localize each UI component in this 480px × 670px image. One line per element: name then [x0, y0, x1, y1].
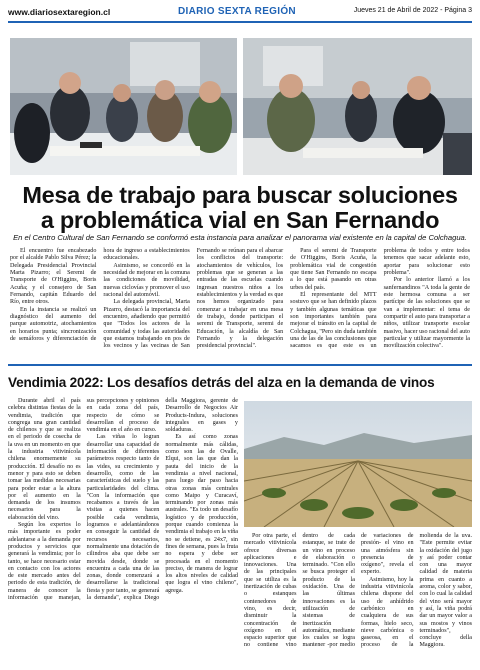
paragraph: Por lo anterior llamó a los sanfernandinos "A toda la gente de este hermosa comuna a ser partícipe de las soluciones que se van a implementar: el tema de compartir el auto para transportar a niños, utilizar transporte escolar masivo, hacer uso racional del auto particular y utilizar mayormente la movilización colectiva".	[383, 277, 470, 350]
section-rule	[8, 364, 472, 366]
newspaper-brand: DIARIO SEXTA REGIÓN	[178, 6, 296, 17]
issue-date: Jueves 21 de Abril de 2022 - Página 3	[353, 7, 472, 14]
article2-headline: Vendimia 2022: Los desafíos detrás del alza en la demanda de vinos	[8, 375, 435, 390]
headline-line-2: a problemática vial en San Fernando	[40, 207, 440, 233]
article2-body-left	[8, 398, 238, 666]
meeting-photo-left	[10, 38, 237, 175]
paragraph: Las viñas lo logran desarrollar una capacidad de información de diferentes parámetros respecto tanto de las vides, su crecimiento y desarrollo, como de las características del suelo y las particularidades del clima. "Con la información que recabamos a través de las visitas a quienes hacen posible cada vendimia, logramos e adelantándonos en conseguir la cantidad de recursos necesarios, normalmente una dotación de cilindros aba que debe ser movida desde, donde se encuentra a cada una de las zonas, donde comenzará a desarrollarse la tradicional fiesta y por tanto, se generará la demanda", explica Diego della Maggiora, gerente de Desarrollo de Negocios Air Products-Indura, soluciones integrales en gases y soldaduras.	[86, 398, 238, 602]
page-header	[8, 6, 472, 20]
article1-headline	[10, 183, 470, 233]
header-rule	[8, 21, 472, 23]
paragraph: Durante abril el país celebra distintas fiestas de la vendimia, tradición que congrega una gran cantidad de chilenos y que se realiza en el periodo de cosecha de la uva en un momento en que la industria vitivinícola chilena enormemente su producción. El desafío no es menor y para esto se deben tomar las medidas necesarias para poder estar a la altura por el aumento en la demanda de los insumos necesarios para la elaboración del vino.	[8, 398, 81, 521]
meeting-photo-right	[243, 38, 472, 175]
paragraph: El representante del MTT sostuvo que se han definido plazos y también algunas temáticas que son importantes también para mejorar el tránsito en la capital de Colchagua, "Pero sin duda también una de las de las conclusiones que sacamos es que este es un problema de todos y entre todos tenemos que sacar adelante esto, aportar para solucionar esto problema".	[290, 248, 470, 350]
vineyard-photo	[244, 401, 472, 527]
headline-line-1: Mesa de trabajo para buscar soluciones	[22, 182, 458, 208]
paragraph: Según los expertos lo más importante es poder adelantarse a la demanda por productos y servicios que generará la vendimia; por lo tanto, se hace necesario estar en contacto con los actores de este mercado antes del periodo de esta tradición, de manera de conocer la información que manejan, sus percepciones y opiniones en cada zona del país, respecto de cómo se desarrollan el proceso de vendimia en el año en curso.	[8, 398, 160, 602]
paragraph: Asimismo, hoy la industria vitivinícola chilena dispone del uso de anhídrido carbónico en cualquiera de sus formas, hielo seco, nieve carbónica o gaseosa, en el proceso de la molienda de la uva. "Este permite evitar la oxidación del jugo y así poder contar con una mayor calidad de materia prima en cuanto a aroma, color y sabor, con lo cual la calidad del vino será mayor y así, la viña podrá dar un mayor valor a sus mostos y vinos terminados", concluye della Maggiora.	[361, 533, 472, 649]
paragraph: Para el seremi de Transporte de O'Higgins, Boris Acuña, la problemática vial de congestión que tiene San Fernando no escapa a lo que está pasando en otras urbes del país.	[290, 248, 377, 291]
paragraph: Por otra parte, el mercado vitivinícola ofrece diversas aplicaciones e innovaciones. Una de las principales que se utiliza es la inertización de cubas o estanques contenedores de vino, es decir, disminuir la concentración de oxígeno en el espacio superior que no contiene vino dentro de cada estanque, se trate de un vino en proceso de elaboración o terminado. "Con ello se busca proteger el producto de la oxidación. Una de las últimas innovaciones es la utilización de sistemas de inertización automática, mediante los cuales se logra mantener -por medio de variaciones de presión- el vino en una atmósfera sin presencia de oxígeno", revela el experto.	[244, 533, 414, 649]
paragraph: El encuentro fue encabezado por el alcalde Pablo Silva Pérez; la Delegada Presidencial Provincial Marta Pizarro; el Seremi de Transporte de O'Higgins, Boris Acuña; y el consejero de San Fernando, capitán Eduardo del Río, entre otros.	[10, 248, 97, 306]
paragraph: En la instancia se realizó un diagnóstico del aumento del parque automotriz, atochamientos en horarios punta; sincronización de semáforos y diferenciación de hora de ingreso a establecimientos educacionales.	[10, 248, 190, 343]
paragraph: Asimismo, se concordó en la necesidad de mejorar en la comuna las condiciones de movilidad, nuevas ciclovías y promover el uso racional del automóvil.	[103, 262, 190, 299]
article1-body	[10, 248, 470, 356]
paragraph: La delegada provincial, Marta Pizarro, destacó la importancia del encuentro, añadiendo que permitió que "Todos los actores de la comunidad y todas las autoridades que estamos trabajando en pos de los vecinos y las vecinas de San Fernando se reúnan para el abarcar los conflictos del transporte: atochamientos de vehículos, los problemas que se generan a las entradas de las escuelas cuando ingresan nuestros niños a los establecimientos y la verdad es que nos hemos organizado para comenzar a trabajar en una mesa de trabajo, donde participan el seremi de Transporte, seremi de Educación, la alcaldía de San Fernando y la delegación presidencial provincial".	[103, 248, 284, 350]
paragraph: Es así como zonas normalmente más cálidas, como son las de Ovalle, Elqui, son las que dan la pauta del inicio de la vendimia a nivel nacional, para luego dar paso hacia otras zonas más centrales como Maipo y Curacaví, terminando por zonas más australes. "Es todo un desafío logístico y de producción, porque cuando comienza la vendimia el trabajo en la viña no se detiene, es 24x7, sin fines de semana, pues la fruta no espera y debe ser procesada en el momento preciso, de manera de lograr los altos niveles de calidad que logra el vino chileno", agrega.	[165, 434, 238, 594]
site-url[interactable]: www.diariosextaregion.cl	[8, 7, 111, 17]
article2-body-right	[244, 533, 472, 665]
article1-subtitle: En el Centro Cultural de San Fernando se conformó esta instancia para analizar el panorama vial existente en la capital de Colchagua.	[13, 233, 467, 242]
